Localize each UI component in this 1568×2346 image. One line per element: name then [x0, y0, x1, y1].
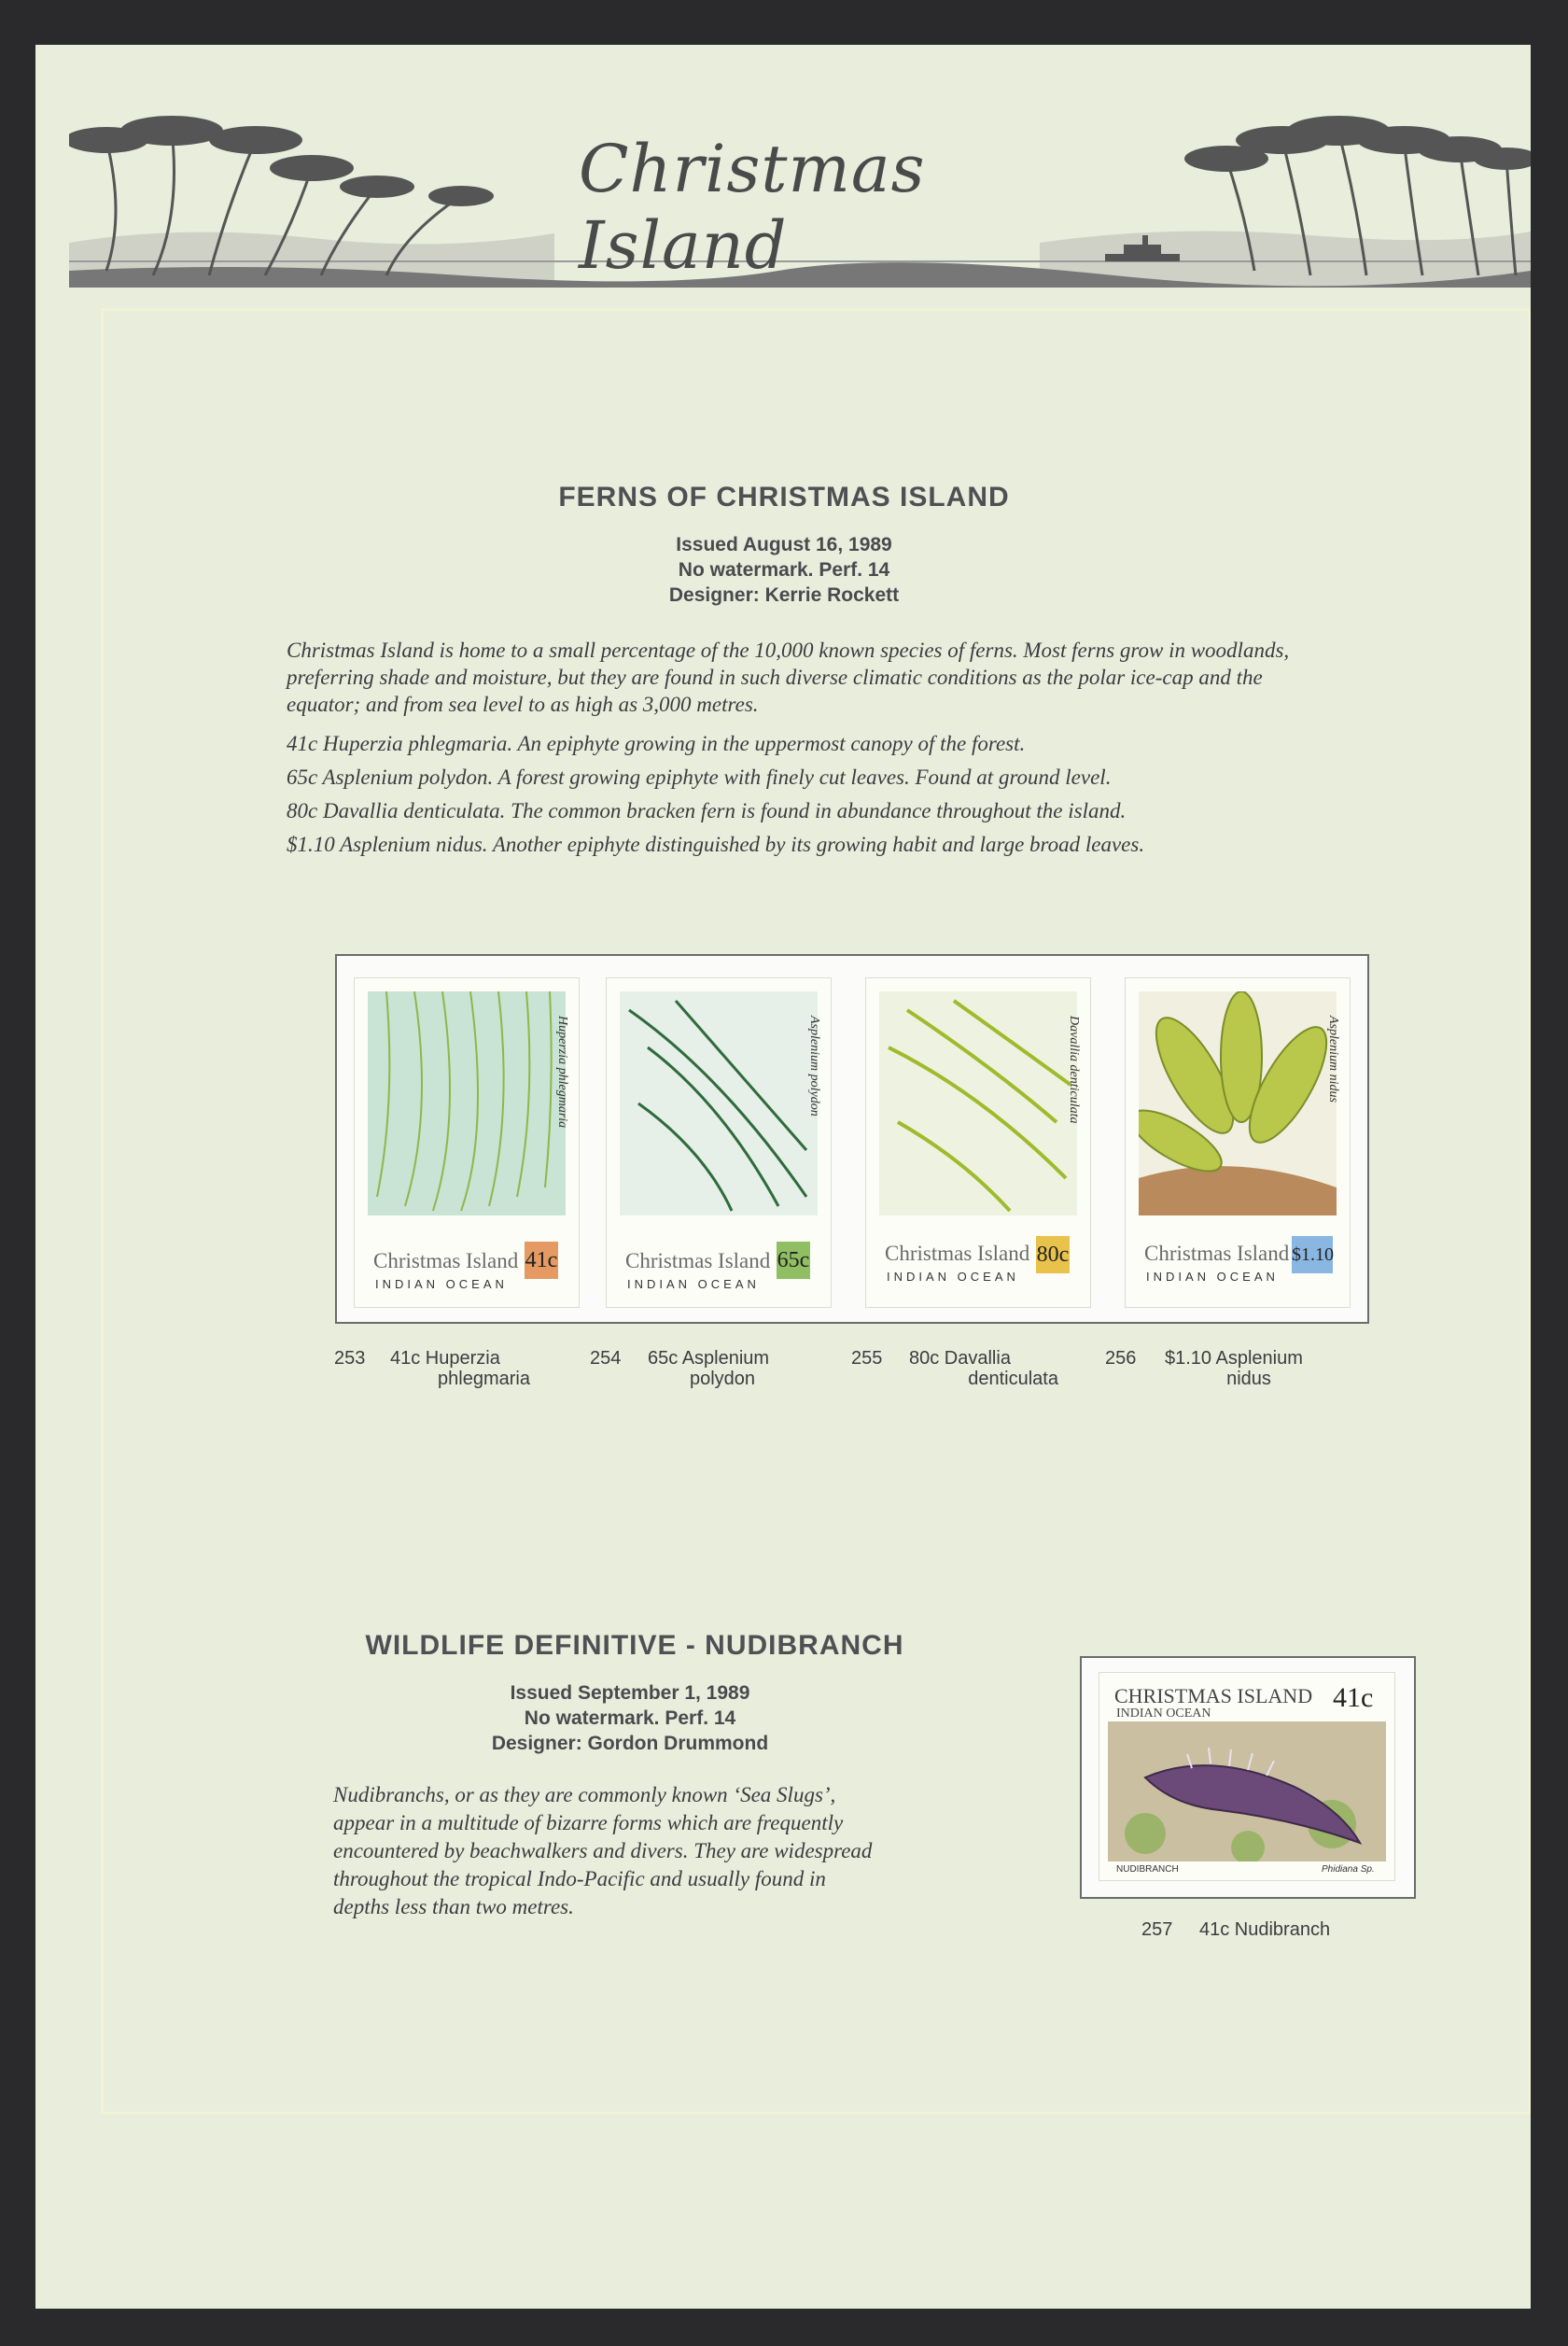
fern-note: $1.10 Asplenium nidus. Another epiphyte distinguished by its growing habit and large broad leaves.	[287, 833, 1145, 856]
fern-illustration	[879, 991, 1077, 1215]
stamp-region: INDIAN OCEAN	[627, 1277, 760, 1291]
caption-line: 41c Nudibranch	[1199, 1919, 1331, 1940]
section-title: WILDLIFE DEFINITIVE - NUDIBRANCH	[365, 1630, 904, 1661]
catalog-number: 256	[1105, 1348, 1137, 1369]
catalog-number: 255	[851, 1348, 883, 1369]
stamp-caption	[1105, 1348, 1348, 1391]
section-title: FERNS OF CHRISTMAS ISLAND	[558, 482, 1010, 513]
stamp-country: CHRISTMAS ISLAND	[1114, 1684, 1313, 1707]
catalog-number: 257	[1141, 1919, 1173, 1940]
stamp-nudibranch	[1099, 1673, 1394, 1880]
catalog-number: 253	[334, 1348, 366, 1369]
stamp-caption	[851, 1348, 1075, 1391]
stamp-country: Christmas Island	[625, 1249, 771, 1272]
stamp-80c	[866, 978, 1090, 1307]
caption-line: $1.10 Asplenium	[1165, 1348, 1303, 1369]
stamp-label: Phidiana Sp.	[1322, 1864, 1375, 1875]
stamp-value: 41c	[525, 1242, 558, 1279]
stamp-region: INDIAN OCEAN	[375, 1277, 508, 1291]
intro-line: preferring shade and moisture, but they are found in such diverse climatic conditions as the polar ice-cap and the	[287, 666, 1263, 689]
stamp-region: INDIAN OCEAN	[887, 1270, 1019, 1284]
stamp-65c	[607, 978, 831, 1307]
stamp-country: Christmas Island	[373, 1249, 519, 1272]
album-title: Christmas Island	[579, 131, 926, 284]
fern-note: 80c Davallia denticulata. The common bracken fern is found in abundance throughout the island.	[287, 799, 1127, 822]
stamp-caption	[590, 1348, 814, 1391]
caption-line: 41c Huperzia	[390, 1348, 500, 1369]
description-line: Nudibranchs, or as they are commonly known ‘Sea Slugs’,	[333, 1783, 836, 1806]
stamp-region: INDIAN OCEAN	[1116, 1707, 1211, 1721]
stamp-value: 65c	[777, 1242, 810, 1279]
stamp-species: Asplenium polydon	[807, 1016, 821, 1117]
caption-line: denticulata	[968, 1369, 1058, 1389]
stamp-caption	[1141, 1919, 1384, 1942]
stamp-species: Huperzia phlegmaria	[555, 1016, 569, 1129]
stamp-value: 80c	[1036, 1236, 1070, 1273]
issue-date: Issued September 1, 1989	[510, 1682, 750, 1704]
catalog-number: 254	[590, 1348, 622, 1369]
stamp-value: 41c	[1333, 1682, 1374, 1713]
stamp-41c	[355, 978, 579, 1307]
stamp-region: INDIAN OCEAN	[1146, 1270, 1279, 1284]
description-line: throughout the tropical Indo-Pacific and usually found in	[333, 1867, 826, 1890]
fern-illustration	[1139, 991, 1337, 1215]
caption-line: 80c Davallia	[909, 1348, 1011, 1369]
designer-info: Designer: Gordon Drummond	[491, 1733, 769, 1754]
caption-line: polydon	[689, 1369, 756, 1389]
stamp-country: Christmas Island	[1144, 1242, 1290, 1265]
intro-line: Christmas Island is home to a small percentage of the 10,000 known species of ferns. Most ferns grow in woodlands,	[287, 639, 1290, 662]
caption-line: 65c Asplenium	[648, 1348, 770, 1369]
nudibranch-illustration	[1108, 1721, 1386, 1861]
description-line: encountered by beachwalkers and divers. They are widespread	[333, 1839, 873, 1862]
issue-date: Issued August 16, 1989	[676, 534, 892, 555]
watermark-info: No watermark. Perf. 14	[524, 1707, 736, 1729]
description-line: depths less than two metres.	[333, 1895, 574, 1918]
fern-illustration	[620, 991, 818, 1215]
watermark-info: No watermark. Perf. 14	[678, 559, 890, 581]
caption-line: phlegmaria	[438, 1369, 530, 1389]
stamp-caption	[334, 1348, 558, 1391]
stamp-value: $1.10	[1292, 1236, 1333, 1273]
stamp-species: Davallia denticulata	[1067, 1016, 1081, 1124]
caption-line: nidus	[1226, 1369, 1271, 1389]
stamp-label: NUDIBRANCH	[1116, 1864, 1179, 1875]
stamp-species: Asplenium nidus	[1326, 1016, 1340, 1103]
description-line: appear in a multitude of bizarre forms which are frequently	[333, 1811, 844, 1834]
intro-line: equator; and from sea level to as high as 3,000 metres.	[287, 693, 759, 716]
stamp-110	[1126, 978, 1350, 1307]
designer-info: Designer: Kerrie Rockett	[668, 584, 900, 606]
fern-note: 65c Asplenium polydon. A forest growing epiphyte with finely cut leaves. Found at ground level.	[287, 766, 1112, 789]
stamp-country: Christmas Island	[885, 1242, 1030, 1265]
fern-illustration	[368, 991, 566, 1215]
fern-note: 41c Huperzia phlegmaria. An epiphyte growing in the uppermost canopy of the forest.	[287, 732, 1026, 755]
